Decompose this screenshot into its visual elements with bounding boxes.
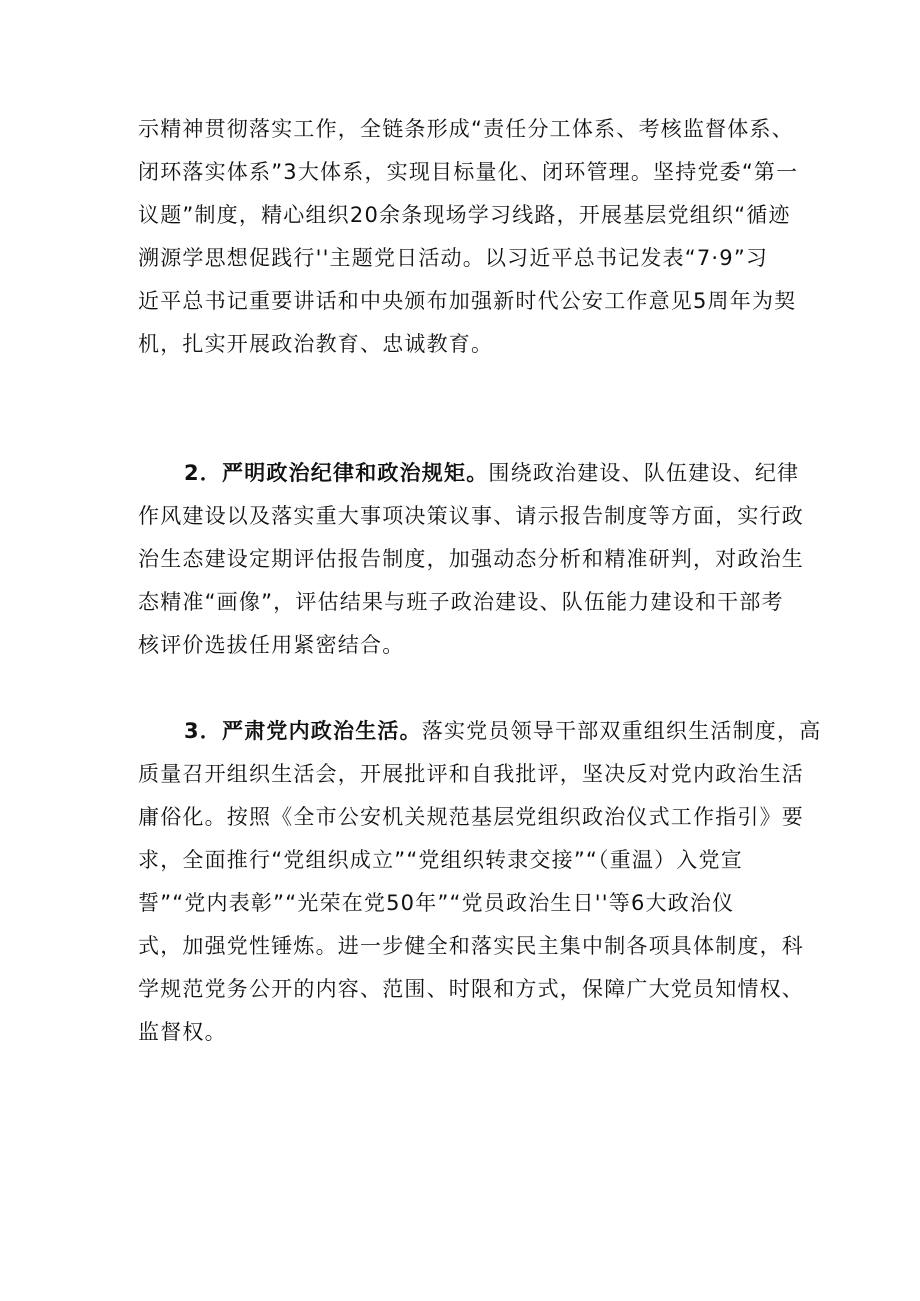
text-line: 议题”制度，精心组织20余条现场学习线路，开展基层党组织“循迹 xyxy=(138,203,791,227)
text-line: 作风建设以及落实重大事项决策议事、请示报告制度等方面，实行政 xyxy=(138,504,804,528)
section-heading: 3．严肃党内政治生活。 xyxy=(184,719,422,743)
text-run: 落实党员领导干部双重组织生活制度，高 xyxy=(421,719,822,743)
text-run: 围绕政治建设、队伍建设、纪律 xyxy=(488,461,800,485)
text-line: 示精神贯彻落实工作，全链条形成“责任分工体系、考核监督体系、 xyxy=(138,117,794,141)
text-line: 近平总书记重要讲话和中央颁布加强新时代公安工作意见5周年为契 xyxy=(138,289,797,313)
text-line: 庸俗化。按照《全市公安机关规范基层党组织政治仪式工作指引》要 xyxy=(138,805,804,829)
text-line: 质量召开组织生活会，开展批评和自我批评，坚决反对党内政治生活 xyxy=(138,762,804,786)
paragraph-2 xyxy=(138,452,804,667)
paragraph-1 xyxy=(138,108,798,366)
section-heading: 2．严明政治纪律和政治规矩。 xyxy=(184,461,489,485)
text-line: 监督权。 xyxy=(138,1020,227,1044)
paragraph-first-line xyxy=(138,710,822,753)
text-line: 机，扎实开展政治教育、忠诚教育。 xyxy=(138,332,494,356)
paragraph-3 xyxy=(138,710,822,1054)
text-line: 学规范党务公开的内容、范围、时限和方式，保障广大党员知情权、 xyxy=(138,977,804,1001)
text-line: 闭环落实体系”3大体系，实现目标量化、闭环管理。坚持党委“第一 xyxy=(138,160,799,184)
text-line: 誓”“党内表彰”“光荣在党50年”“党员政治生日''等6大政治仪 xyxy=(138,891,735,915)
paragraph-first-line xyxy=(138,452,798,495)
text-line: 治生态建设定期评估报告制度，加强动态分析和精准研判，对政治生 xyxy=(138,547,804,571)
text-line: 溯源学思想促践行''主题党日活动。以习近平总书记发表“7·9”习 xyxy=(138,246,769,270)
text-line: 态精准“画像”，评估结果与班子政治建设、队伍能力建设和干部考 xyxy=(138,590,784,614)
text-line: 核评价选拔任用紧密结合。 xyxy=(138,633,405,657)
text-line: 求，全面推行“党组织成立”“党组织转隶交接”“（重温）入党宣 xyxy=(138,848,743,872)
text-line: 式，加强党性锤炼。进一步健全和落实民主集中制各项具体制度，科 xyxy=(138,934,804,958)
